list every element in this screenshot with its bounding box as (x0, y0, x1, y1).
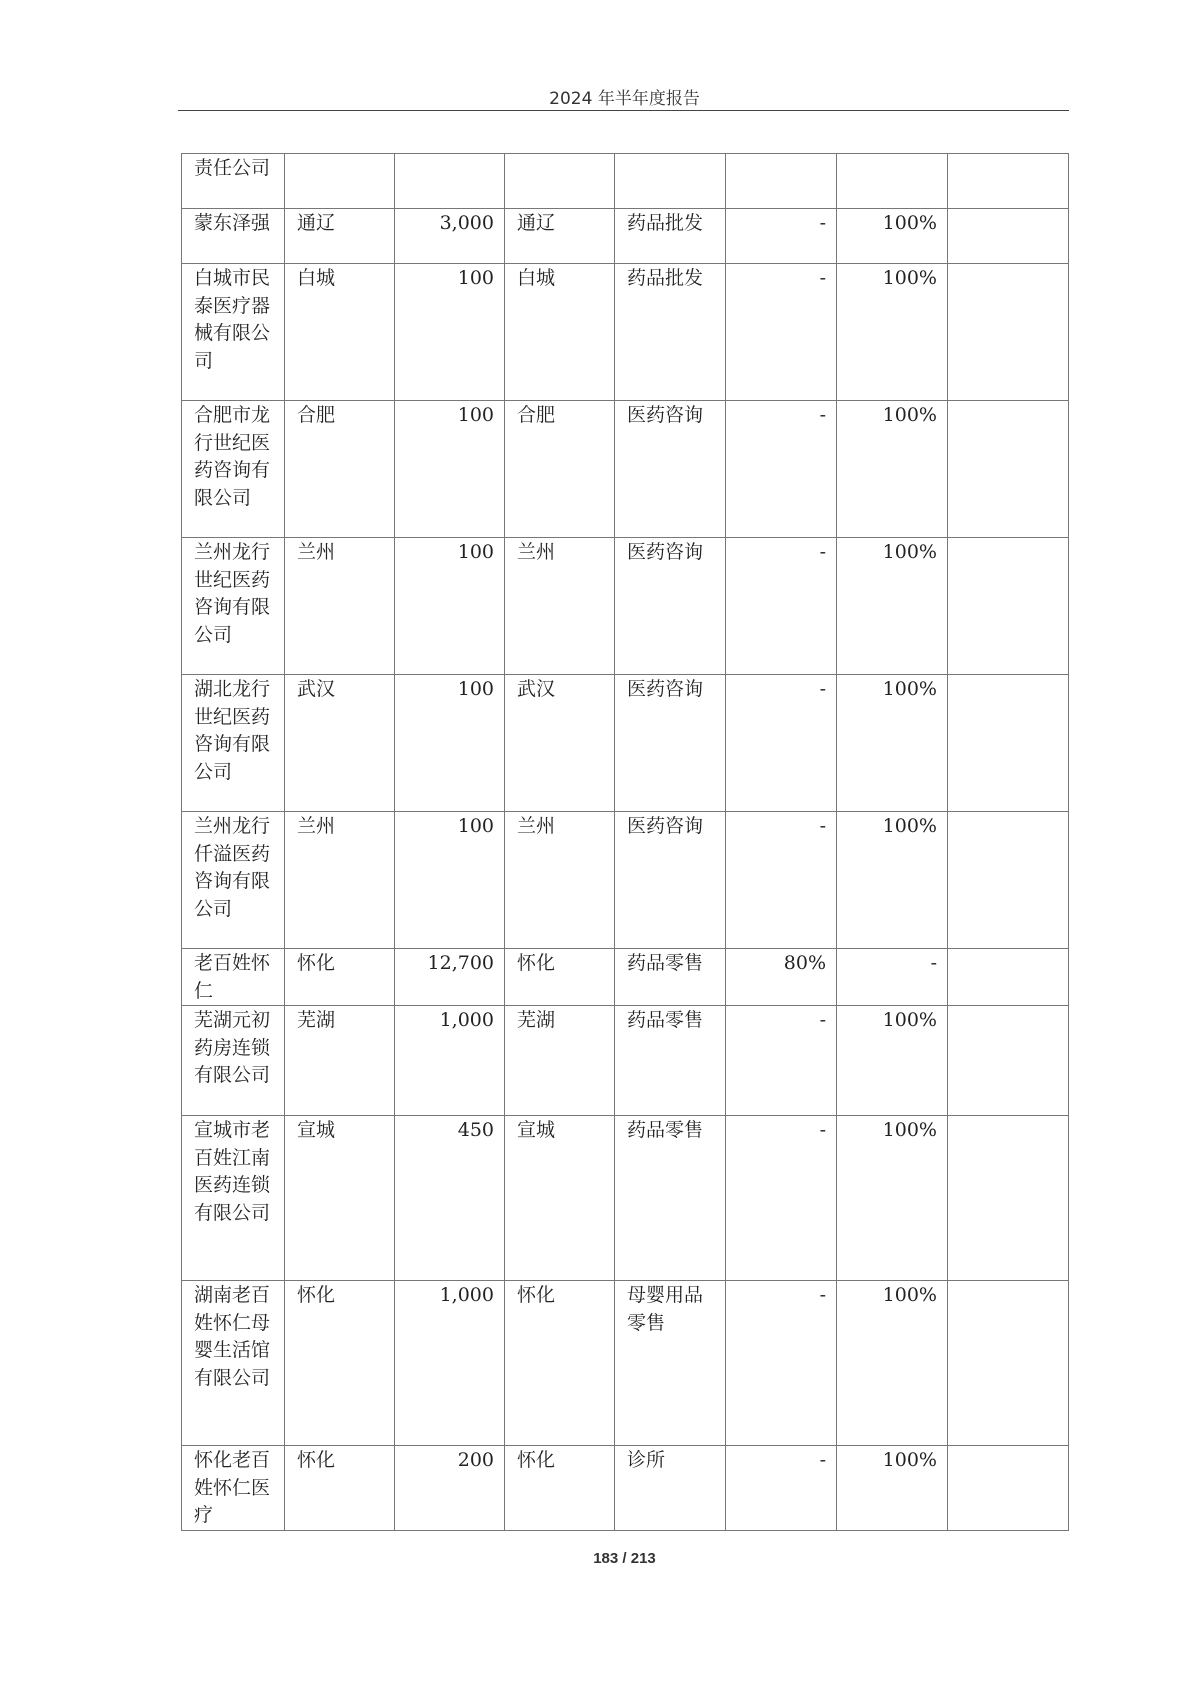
direct-holding-cell (726, 154, 837, 209)
table-row (182, 949, 1069, 1006)
subsidiaries-table (181, 153, 1069, 1531)
registration-place-cell: 怀化 (505, 1281, 615, 1446)
acquisition-method-cell (948, 1006, 1069, 1116)
direct-holding-cell: - (726, 812, 837, 949)
table-row (182, 1446, 1069, 1531)
direct-holding-cell: - (726, 1446, 837, 1531)
location-cell: 合肥 (285, 401, 395, 538)
location-cell: 通辽 (285, 209, 395, 264)
registration-place-cell: 怀化 (505, 949, 615, 1006)
acquisition-method-cell (948, 538, 1069, 675)
company-name-cell: 怀化老百姓怀仁医疗 (182, 1446, 285, 1531)
direct-holding-cell: - (726, 209, 837, 264)
direct-holding-cell: - (726, 1116, 837, 1281)
business-nature-cell: 药品批发 (615, 264, 726, 401)
report-header-title: 2024 年半年度报告 (549, 89, 700, 109)
location-cell: 兰州 (285, 812, 395, 949)
registered-capital-cell: 1,000 (395, 1281, 505, 1446)
acquisition-method-cell (948, 675, 1069, 812)
acquisition-method-cell (948, 1281, 1069, 1446)
registered-capital-cell: 100 (395, 401, 505, 538)
acquisition-method-cell (948, 1116, 1069, 1281)
company-name-cell: 湖南老百姓怀仁母婴生活馆有限公司 (182, 1281, 285, 1446)
indirect-holding-cell: 100% (837, 209, 948, 264)
company-name-cell: 宣城市老百姓江南医药连锁有限公司 (182, 1116, 285, 1281)
table-row (182, 1006, 1069, 1116)
location-cell: 怀化 (285, 1446, 395, 1531)
table-row (182, 1281, 1069, 1446)
page-number: 183 / 213 (593, 1550, 656, 1567)
company-name-cell: 兰州龙行世纪医药咨询有限公司 (182, 538, 285, 675)
location-cell: 怀化 (285, 1281, 395, 1446)
registration-place-cell: 合肥 (505, 401, 615, 538)
acquisition-method-cell (948, 812, 1069, 949)
registered-capital-cell: 100 (395, 538, 505, 675)
business-nature-cell: 药品批发 (615, 209, 726, 264)
company-name-cell: 芜湖元初药房连锁有限公司 (182, 1006, 285, 1116)
registration-place-cell: 怀化 (505, 1446, 615, 1531)
indirect-holding-cell: - (837, 949, 948, 1006)
table-row (182, 675, 1069, 812)
table-row (182, 154, 1069, 209)
business-nature-cell: 医药咨询 (615, 675, 726, 812)
acquisition-method-cell (948, 154, 1069, 209)
business-nature-cell: 医药咨询 (615, 401, 726, 538)
registered-capital-cell (395, 154, 505, 209)
acquisition-method-cell (948, 949, 1069, 1006)
acquisition-method-cell (948, 209, 1069, 264)
registered-capital-cell: 1,000 (395, 1006, 505, 1116)
registration-place-cell: 芜湖 (505, 1006, 615, 1116)
business-nature-cell: 药品零售 (615, 1116, 726, 1281)
registration-place-cell: 宣城 (505, 1116, 615, 1281)
company-name-cell: 蒙东泽强 (182, 209, 285, 264)
business-nature-cell: 医药咨询 (615, 538, 726, 675)
indirect-holding-cell: 100% (837, 1116, 948, 1281)
registration-place-cell (505, 154, 615, 209)
table-row (182, 401, 1069, 538)
business-nature-cell: 药品零售 (615, 1006, 726, 1116)
table-body (182, 154, 1069, 1531)
registered-capital-cell: 3,000 (395, 209, 505, 264)
indirect-holding-cell: 100% (837, 1281, 948, 1446)
business-nature-cell (615, 154, 726, 209)
company-name-cell: 湖北龙行世纪医药咨询有限公司 (182, 675, 285, 812)
indirect-holding-cell: 100% (837, 1006, 948, 1116)
location-cell: 武汉 (285, 675, 395, 812)
table-row (182, 1116, 1069, 1281)
acquisition-method-cell (948, 401, 1069, 538)
registration-place-cell: 武汉 (505, 675, 615, 812)
registration-place-cell: 通辽 (505, 209, 615, 264)
company-name-cell: 责任公司 (182, 154, 285, 209)
location-cell: 怀化 (285, 949, 395, 1006)
direct-holding-cell: - (726, 675, 837, 812)
direct-holding-cell: - (726, 538, 837, 675)
direct-holding-cell: - (726, 264, 837, 401)
table-row (182, 538, 1069, 675)
business-nature-cell: 母婴用品零售 (615, 1281, 726, 1446)
registration-place-cell: 兰州 (505, 812, 615, 949)
business-nature-cell: 医药咨询 (615, 812, 726, 949)
table-row (182, 812, 1069, 949)
registered-capital-cell: 450 (395, 1116, 505, 1281)
indirect-holding-cell: 100% (837, 538, 948, 675)
location-cell: 宣城 (285, 1116, 395, 1281)
indirect-holding-cell: 100% (837, 675, 948, 812)
indirect-holding-cell (837, 154, 948, 209)
indirect-holding-cell: 100% (837, 401, 948, 538)
indirect-holding-cell: 100% (837, 812, 948, 949)
registration-place-cell: 白城 (505, 264, 615, 401)
business-nature-cell: 药品零售 (615, 949, 726, 1006)
registered-capital-cell: 100 (395, 264, 505, 401)
direct-holding-cell: - (726, 1006, 837, 1116)
company-name-cell: 兰州龙行仟溢医药咨询有限公司 (182, 812, 285, 949)
company-name-cell: 白城市民泰医疗器械有限公司 (182, 264, 285, 401)
location-cell (285, 154, 395, 209)
direct-holding-cell: - (726, 401, 837, 538)
direct-holding-cell: 80% (726, 949, 837, 1006)
registration-place-cell: 兰州 (505, 538, 615, 675)
company-name-cell: 合肥市龙行世纪医药咨询有限公司 (182, 401, 285, 538)
table-row (182, 209, 1069, 264)
location-cell: 白城 (285, 264, 395, 401)
business-nature-cell: 诊所 (615, 1446, 726, 1531)
registered-capital-cell: 100 (395, 812, 505, 949)
acquisition-method-cell (948, 1446, 1069, 1531)
registered-capital-cell: 12,700 (395, 949, 505, 1006)
indirect-holding-cell: 100% (837, 1446, 948, 1531)
header-divider (178, 110, 1069, 111)
table-row (182, 264, 1069, 401)
registered-capital-cell: 100 (395, 675, 505, 812)
acquisition-method-cell (948, 264, 1069, 401)
indirect-holding-cell: 100% (837, 264, 948, 401)
registered-capital-cell: 200 (395, 1446, 505, 1531)
location-cell: 芜湖 (285, 1006, 395, 1116)
company-name-cell: 老百姓怀仁 (182, 949, 285, 1006)
direct-holding-cell: - (726, 1281, 837, 1446)
location-cell: 兰州 (285, 538, 395, 675)
